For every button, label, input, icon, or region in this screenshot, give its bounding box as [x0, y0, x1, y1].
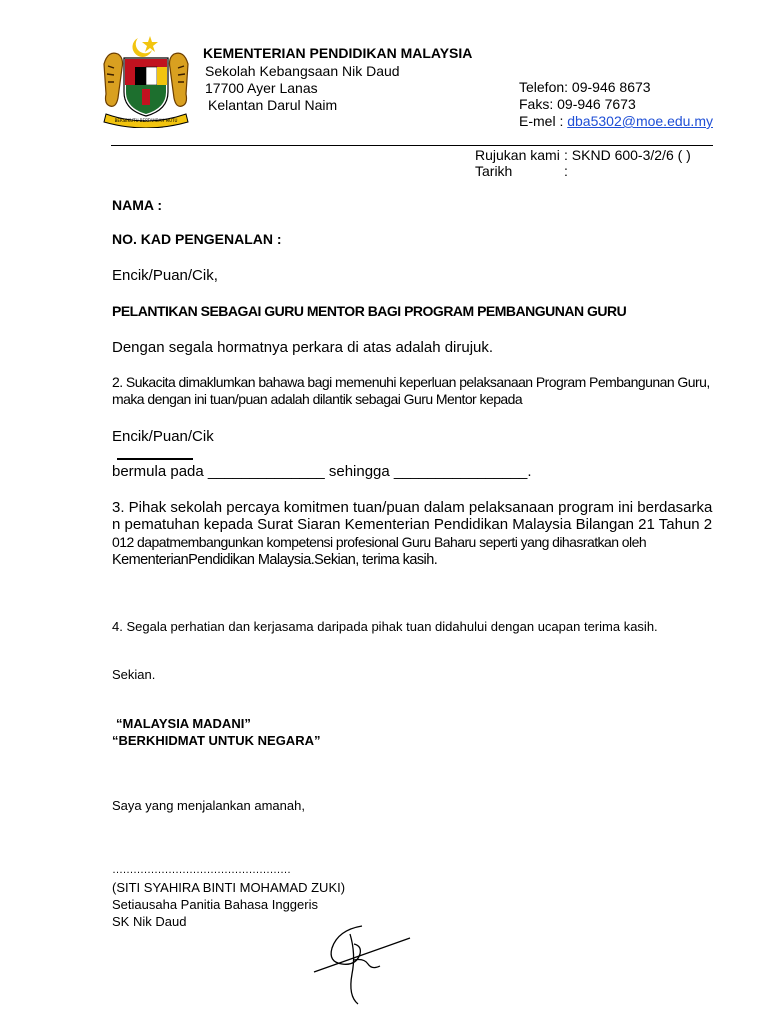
reference-label: Rujukan kami [475, 147, 560, 163]
paragraph-3-line-3: 012 dapatmembangunkan kompetensi profesional Guru Baharu seperti yang dihasratkan oleh [112, 534, 647, 550]
date-label: Tarikh [475, 163, 513, 179]
letter-subject: PELANTIKAN SEBAGAI GURU MENTOR BAGI PROGRAM PEMBANGUNAN GURU [112, 303, 627, 319]
school-name: Sekolah Kebangsaan Nik Daud [205, 63, 400, 79]
reference-value: : SKND 600-3/2/6 ( ) [564, 147, 691, 163]
paragraph-3-line-2: n pematuhan kepada Surat Siaran Kementerian Pendidikan Malaysia Bilangan 21 Tahun 2 [112, 516, 713, 533]
paragraph-4: 4. Segala perhatian dan kerjasama daripada pihak tuan didahului dengan ucapan terima kasih. [112, 619, 658, 634]
phone-number: Telefon: 09-946 8673 [519, 79, 651, 95]
fax-number: Faks: 09-946 7673 [519, 96, 636, 112]
ic-label: NO. KAD PENGENALAN : [112, 231, 282, 247]
letterhead-divider [111, 145, 713, 146]
mentee-blank-line [117, 458, 193, 460]
motto-berkhidmat: “BERKHIDMAT UNTUK NEGARA” [112, 733, 321, 748]
signatory-school: SK Nik Daud [112, 914, 187, 929]
paragraph-3-line-4: KementerianPendidikan Malaysia.Sekian, terima kasih. [112, 552, 438, 568]
salutation: Encik/Puan/Cik, [112, 267, 218, 284]
name-label: NAMA : [112, 197, 163, 213]
email-link[interactable]: dba5302@moe.edu.my [567, 113, 713, 129]
crest-motto: BERSEKUTU BERTAMBAH MUTU [114, 118, 178, 123]
paragraph-2: 2. Sukacita dimaklumkan bahawa bagi memenuhi keperluan pelaksanaan Program Pembangunan Guru, maka dengan ini tuan/puan adalah dilantik sebagai Guru Mentor kepada [112, 374, 710, 407]
date-value: : [564, 163, 568, 179]
ministry-name: KEMENTERIAN PENDIDIKAN MALAYSIA [203, 45, 473, 61]
signature-dotted-line: …………………………………………… [112, 864, 291, 876]
signatory-position: Setiausaha Panitia Bahasa Inggeris [112, 897, 318, 912]
paragraph-3-line-1: 3. Pihak sekolah percaya komitmen tuan/puan dalam pelaksanaan program ini berdasarka [112, 499, 713, 516]
school-state: Kelantan Darul Naim [208, 97, 338, 113]
appointment-period: bermula pada ______________ sehingga ________________. [112, 463, 532, 480]
email-label: E-mel : [519, 113, 568, 129]
signatory-name: (SITI SYAHIRA BINTI MOHAMAD ZUKI) [112, 880, 346, 895]
motto-malaysia-madani: “MALAYSIA MADANI” [116, 716, 251, 731]
handwritten-signature-icon [310, 920, 415, 1010]
malaysia-coat-of-arms-icon [98, 34, 194, 128]
signoff-line: Saya yang menjalankan amanah, [112, 798, 305, 813]
paragraph-1: Dengan segala hormatnya perkara di atas adalah dirujuk. [112, 339, 494, 356]
email-line [519, 113, 713, 129]
closing-word: Sekian. [112, 667, 156, 682]
school-postcode-town: 17700 Ayer Lanas [205, 80, 318, 96]
mentee-label: Encik/Puan/Cik [112, 428, 214, 445]
